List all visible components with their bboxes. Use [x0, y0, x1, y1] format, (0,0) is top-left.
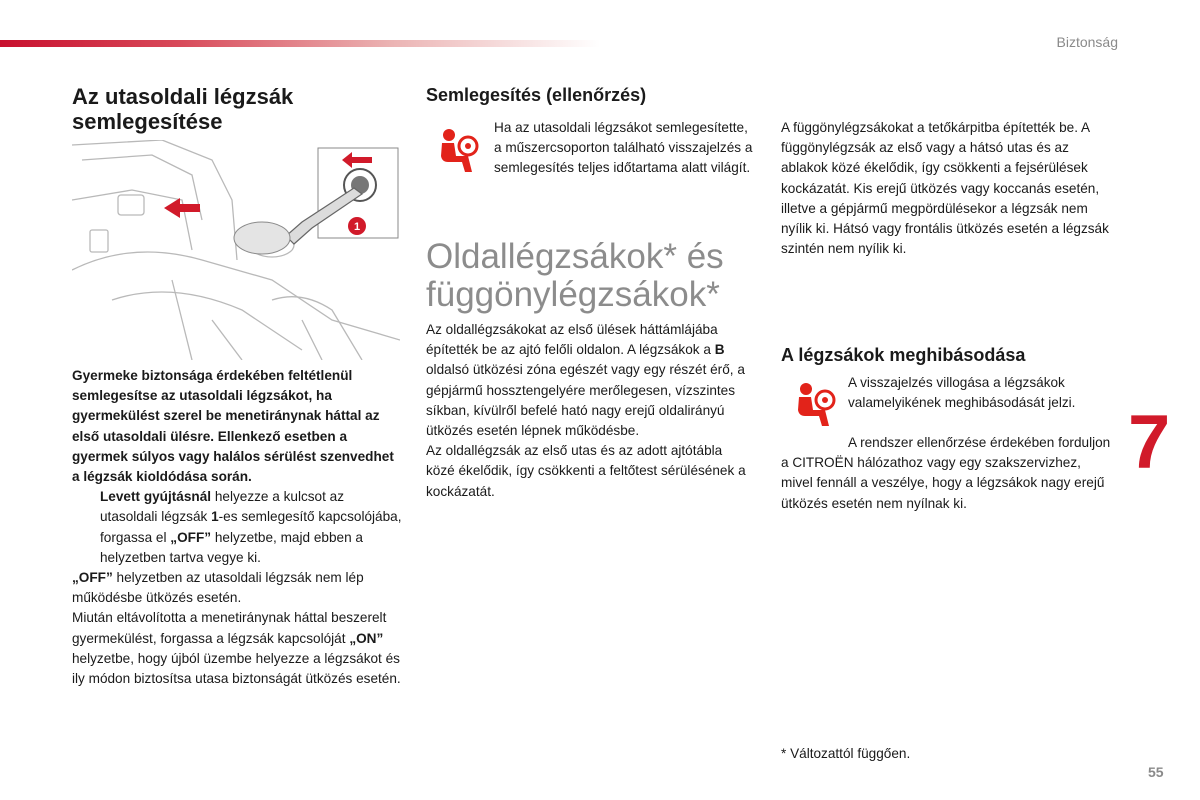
reactivate-paragraph — [72, 608, 402, 689]
side-text: oldalsó ütközési zóna egészét vagy egy részét érő, a gépjármű hossztengelyére merőlegesen, vízszintes síkban, kívülről befelé ható nagy erejű oldalirányú ütközés esetén lépnek működésbe. — [426, 362, 745, 439]
off-text: helyzetben az utasoldali légzsák nem lép működésbe ütközés esetén. — [72, 570, 364, 606]
reactivate-text: Miután eltávolította a menetiránynak háttal beszerelt gyermekülést, forgassa a légzsák kapcsolóját — [72, 610, 387, 646]
section-title: Biztonság — [1056, 34, 1118, 50]
curtain-airbag-text: A függönylégzsákokat a tetőkárpitba építették be. A függönylégzsák az első vagy a hátsó utas és az ablakok közé ékelődik, így csökkenti a fejsérülések kockázatát. Kis erejű ütközés vagy koccanás esetén, illetve a gépjármű megpördülésekor a légzsák nem nyílik ki. Hátsó vagy frontális ütközés esetén a légzsák szintén nem nyílik ki. — [781, 120, 1109, 257]
bullet-text-part: helyzetbe, majd ebben a helyzetben tartva vegye ki. — [100, 529, 363, 565]
side-text: Az oldallégzsákokat az első ülések háttámlájába építették be az ajtó felőli oldalon. A légzsákok a — [426, 322, 718, 358]
title-line: Oldallégzsákok* és — [426, 237, 724, 276]
fault-heading: A légzsákok meghibásodása — [781, 345, 1026, 365]
bullet-bold: Levett gyújtásnál — [100, 489, 212, 505]
footnote: * Változattól függően. — [781, 746, 911, 761]
side-airbag-paragraph — [426, 320, 752, 441]
fault-text-2: A rendszer ellenőrzése érdekében forduljon a CITROËN hálózathoz vagy egy szakszervizhez, mivel fennáll a veszélye, hogy a légzsákok nagy erejű ütközés esetén nem nyílnak ki. — [781, 435, 1111, 511]
check-text: Ha az utasoldali légzsákot semlegesítette, a műszercsoporton található visszajelzés a semlegesítés teljes időtartama alatt világít. — [494, 120, 753, 176]
airbag-switch-illustration — [72, 140, 400, 360]
side-curtain-title — [426, 238, 766, 314]
fault-text-1: A visszajelzés villogása a légzsákok valamelyikének meghibásodását jelzi. — [848, 375, 1076, 411]
zone-label: B — [714, 342, 725, 358]
heading-line: Az utasoldali légzsák — [72, 84, 294, 109]
off-label: „OFF” — [170, 529, 212, 545]
page-number: 55 — [1148, 764, 1164, 780]
bullet-pointer-icon — [72, 487, 100, 568]
off-label: „OFF” — [72, 570, 113, 586]
bullet-text-part: helyezze a kulcsot az utasoldali légzsák — [100, 489, 345, 525]
chapter-number: 7 — [1128, 400, 1171, 485]
bullet-text — [100, 487, 402, 568]
list-item — [72, 487, 402, 568]
bullet-text-part: -es semlegesítő kapcsolójába, forgassa el — [100, 509, 402, 545]
child-seat-warning: Gyermeke biztonsága érdekében feltétlenül semlegesítse az utasoldali légzsákot, ha gyermekülést szerel be menetiránynak háttal az első utasoldali ülésre. Ellenkező esetben a gyermek súlyos vagy halálos sérülést szenvedhet a légzsák kioldódása során. — [72, 368, 394, 485]
header-accent-bar — [0, 40, 600, 47]
heading-line: semlegesítése — [72, 109, 223, 134]
section-heading-passenger-airbag — [72, 84, 402, 134]
check-heading: Semlegesítés (ellenőrzés) — [426, 85, 647, 105]
switch-number: 1 — [211, 509, 219, 525]
airbag-warning-icon — [430, 126, 482, 178]
off-paragraph — [72, 568, 402, 608]
reactivate-text: helyzetbe, hogy újból üzembe helyezze a légzsákot és ily módon biztosítsa utasa biztonságát ütközés esetén. — [72, 650, 401, 687]
column-1-text — [72, 366, 402, 689]
callout-label: 1 — [353, 221, 361, 233]
on-label: „ON” — [349, 630, 384, 646]
title-line: függönylégzsákok* — [426, 275, 720, 314]
side-airbag-paragraph-2: Az oldallégzsák az első utas és az adott ajtótábla közé ékelődik, így csökkenti a feltőtest sérülésének a kockázatát. — [426, 443, 746, 499]
side-airbag-text — [426, 320, 752, 502]
airbag-warning-icon — [787, 380, 839, 432]
